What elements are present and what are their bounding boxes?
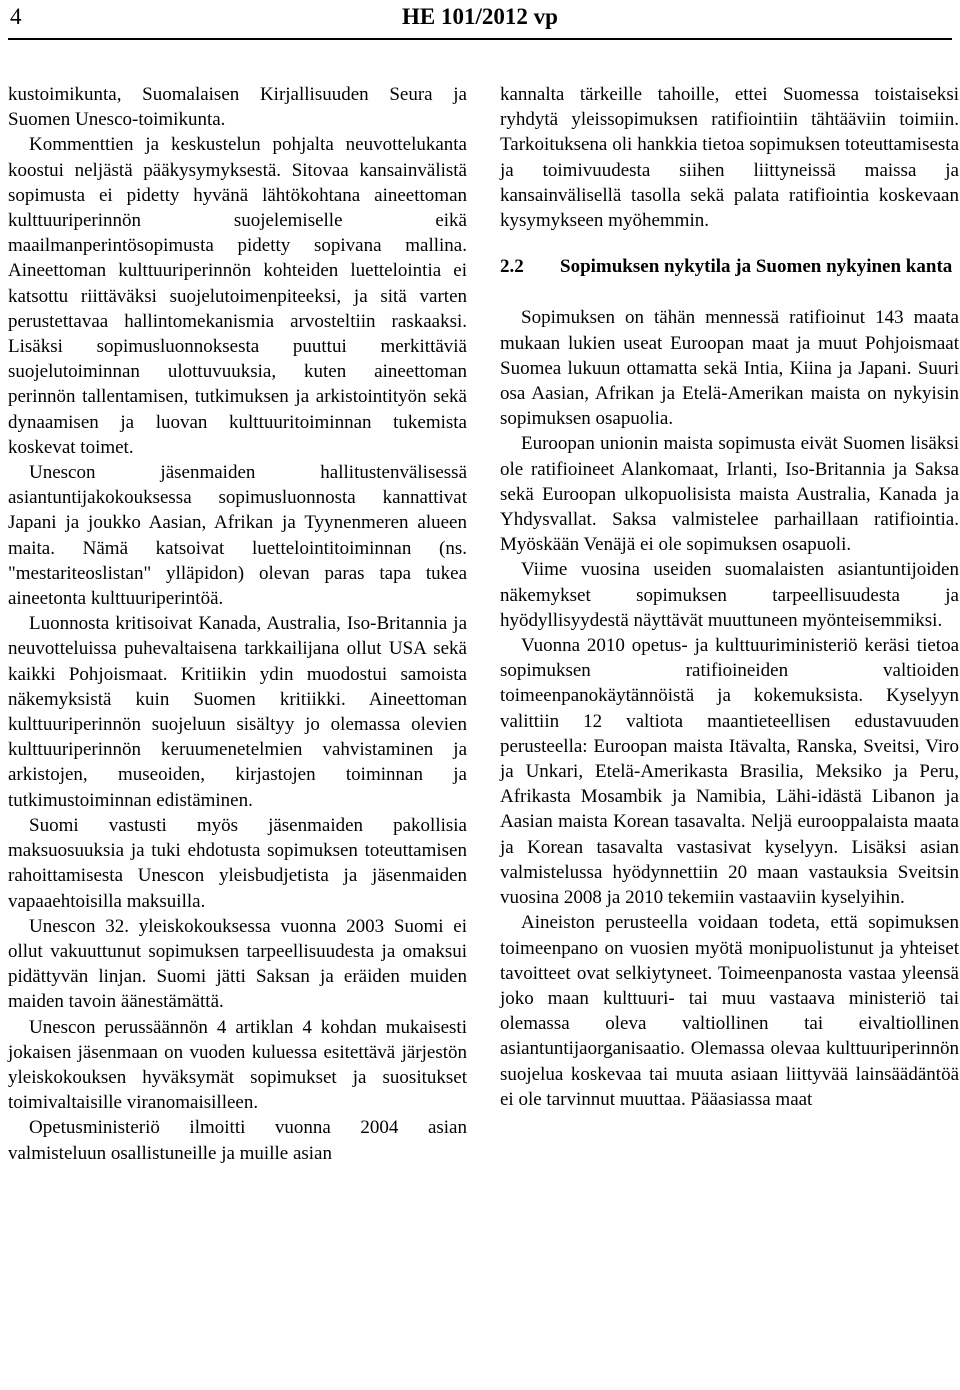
page-header	[0, 0, 960, 38]
paragraph: Vuonna 2010 opetus- ja kulttuuriministeriö keräsi tietoa sopimuksen ratifioineiden valtioiden toimeenpanokäytännöistä ja kokemuksista. Kyselyyn valittiin 12 valtiota maantieteellisen edustavuuden perusteella: Euroopan maista Itävalta, Ranska, Sveitsi, Viro ja Unkari, Etelä-Amerikasta Brasilia, Meksiko ja Peru, Afrikasta Mosambik ja Namibia, Lähi-idästä Libanon ja Aasian maista Korean tasavalta. Neljä eurooppalaista maata ja Korean tasavalta vastasivat kyselyyn. Lisäksi asian valmistelussa hyödynnettiin 20 maan vastauksia Sveitsin vuosina 2008 ja 2010 tekemiin vastaaviin kyselyihin.	[500, 635, 959, 909]
paragraph: kustoimikunta, Suomalaisen Kirjallisuuden Seura ja Suomen Unesco-toimikunta.	[8, 84, 467, 131]
section-title: Sopimuksen nykytila ja Suomen nykyinen kanta	[560, 256, 953, 278]
paragraph: Unescon jäsenmaiden hallitustenvälisessä asiantuntijakokouksessa sopimusluonnosta kannattivat Japani ja joukko Aasian, Afrikan ja Tyynenmeren alueen maita. Nämä katsoivat luettelointitoiminnan (ns. "mestariteoslistan" ylläpidon) olevan paras tapa tukea aineetonta kulttuuriperintöä.	[8, 462, 467, 610]
paragraph: Luonnosta kritisoivat Kanada, Australia, Iso-Britannia ja neuvotteluissa puhevaltaisena tarkkailijana ollut USA sekä kaikki Pohjoismaat. Kritiikin ydin muodostui samoista näkemyksistä kuin Suomen kritiikki. Aineettoman kulttuuriperinnön suojeluun sisältyy jo olemassa olevien kulttuuriperinnön keruumenetelmien vahvistaminen ja arkistojen, museoiden, kirjastojen toiminnan ja tutkimustoiminnan edistäminen.	[8, 613, 467, 811]
paragraph: Sopimuksen on tähän mennessä ratifioinut 143 maata mukaan lukien useat Euroopan maat ja muut Pohjoismaat Suomea lukuun ottamatta sekä Intia, Kiina ja Japani. Suuri osa Aasian, Afrikan ja Etelä-Amerikan maista on nykyisin sopimuksen osapuolia.	[500, 307, 959, 430]
paragraph: Opetusministeriö ilmoitti vuonna 2004 asian valmisteluun osallistuneille ja muille asian	[8, 1117, 467, 1164]
paragraph: Unescon perussäännön 4 artiklan 4 kohdan mukaisesti jokaisen jäsenmaan on vuoden kuluessa esitettävä järjestön yleiskokouksen hyväksymät sopimukset ja suositukset toimivaltaisille viranomaisilleen.	[8, 1016, 467, 1114]
header-divider	[8, 38, 952, 40]
document-id: HE 101/2012 vp	[402, 4, 558, 29]
paragraph: kannalta tärkeille tahoille, ettei Suomessa toistaiseksi ryhdytä yleissopimuksen ratifiointiin tähtääviin toimiin. Tarkoituksena oli hankkia tietoa sopimuksen toteuttamisesta ja toimivuudesta siihen liittyneissä maissa ja kansainvälisellä tasolla sekä palata ratifiointia koskevaan kysymykseen myöhemmin.	[500, 84, 959, 232]
paragraph: Kommenttien ja keskustelun pohjalta neuvottelukanta koostui neljästä pääkysymyksestä. Sitovaa kansainvälistä sopimusta ei pidetty hyvänä lähtökohtana aineettoman kulttuuriperinnön suojelemiselle eikä maailmanperintösopimusta pidetty sopivana mallina. Aineettoman kulttuuriperinnön kohteiden luettelointia ei katsottu riittäväksi suojelutoimenpiteeksi, ja sitä varten perustettavaa hallintomekanismia arvosteltiin raskaaksi. Lisäksi sopimusluonnoksesta puuttui merkittäviä suojelutoiminnan ulottuvuuksia, kuten aineettoman perinnön tallentamisen, tutkimuksen ja arkistointityön sekä dynaamisen ja luovan kulttuuritoiminnan tukemista koskevat toimet.	[8, 134, 467, 458]
section-heading	[500, 254, 959, 279]
page-number: 4	[10, 4, 22, 29]
paragraph: Euroopan unionin maista sopimusta eivät Suomen lisäksi ole ratifioineet Alankomaat, Irlanti, Iso-Britannia ja Saksa sekä Euroopan ulkopuolisista maista Australia, Kanada ja Yhdysvallat. Saksa valmistelee parhaillaan ratifiointia. Myöskään Venäjä ei ole sopimuksen osapuoli.	[500, 433, 959, 556]
paragraph: Viime vuosina useiden suomalaisten asiantuntijoiden näkemykset sopimuksen tarpeellisuudesta ja hyödyllisyydestä näyttävät muuttuneen myönteisemmiksi.	[500, 559, 959, 631]
paragraph: Unescon 32. yleiskokouksessa vuonna 2003 Suomi ei ollut vakuuttunut sopimuksen tarpeellisuudesta ja omaksui pidättyvän linjan. Suomi jätti Saksan ja eräiden muiden maiden tavoin äänestämättä.	[8, 915, 467, 1013]
paragraph: Aineiston perusteella voidaan todeta, että sopimuksen toimeenpano on vuosien myötä monipuolistunut ja yhteiset tavoitteet ovat selkiytyneet. Toimeenpanosta vastaa yleensä joko maan kulttuuri- tai muu vastaava ministeriö tai olemassa oleva valtiollinen tai eivaltiollinen asiantuntijaorganisaatio. Olemassa olevaa kulttuuriperinnön suojelua koskevaa tai muuta asiaan liittyvää lainsäädäntöä ei ole tarvinnut muuttaa. Pääasiassa maat	[500, 912, 959, 1110]
section-number: 2.2	[500, 256, 524, 278]
right-column	[500, 82, 959, 1112]
paragraph: Suomi vastusti myös jäsenmaiden pakollisia maksuosuuksia ja tuki ehdotusta sopimuksen toteuttamisen rahoittamisesta Unescon yleisbudjetista ja jäsenmaiden vapaaehtoisilla maksuilla.	[8, 814, 467, 912]
left-column	[8, 82, 467, 1166]
